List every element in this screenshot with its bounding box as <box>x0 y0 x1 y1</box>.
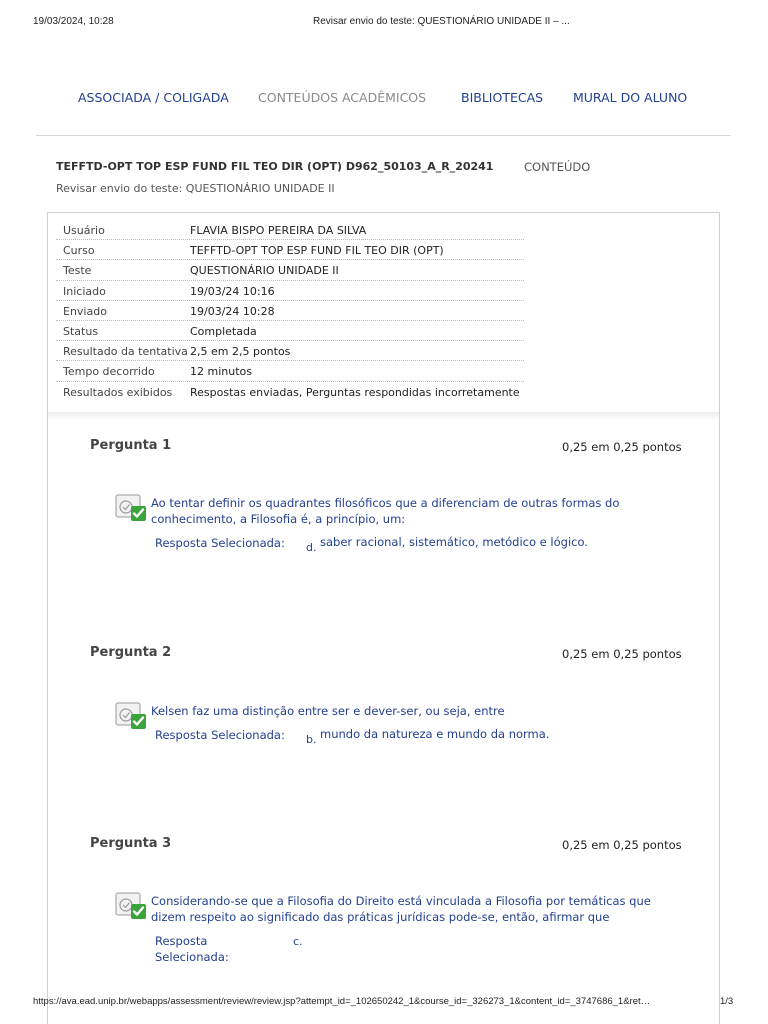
question-score: 0,25 em 0,25 pontos <box>562 647 682 661</box>
course-breadcrumb[interactable]: TEFFTD-OPT TOP ESP FUND FIL TEO DIR (OPT) D962_50103_A_R_20241 <box>56 160 494 173</box>
info-value: Respostas enviadas, Perguntas respondidas incorretamente <box>190 385 520 399</box>
info-label: Teste <box>63 264 92 278</box>
info-value: Completada <box>190 324 257 338</box>
attempt-info-table <box>56 220 524 402</box>
info-row-teste <box>56 260 524 280</box>
question-title: Pergunta 1 <box>90 438 172 453</box>
nav-item-associada-coligada[interactable]: ASSOCIADA / COLIGADA <box>78 90 229 105</box>
question-text-line: dizem respeito ao significado das práticas jurídicas pode-se, então, afirmar que <box>151 910 610 924</box>
question-text-line: Kelsen faz uma distinção entre ser e dever-ser, ou seja, entre <box>151 704 505 718</box>
response-label: Resposta <box>155 934 208 948</box>
top-nav <box>0 90 768 110</box>
info-label: Tempo decorrido <box>63 365 155 379</box>
info-label: Resultados exibidos <box>63 385 173 399</box>
info-row-status <box>56 321 524 341</box>
print-url: https://ava.ead.unip.br/webapps/assessment/review/review.jsp?attempt_id=_102650242_1&course_id=_326273_1&content_id=_3747686_1&ret… <box>33 996 651 1007</box>
info-value: FLAVIA BISPO PEREIRA DA SILVA <box>190 224 367 237</box>
print-header <box>0 16 768 30</box>
info-label: Curso <box>63 244 95 258</box>
info-label: Usuário <box>63 224 105 237</box>
response-letter: d. <box>306 541 317 554</box>
question-title: Pergunta 2 <box>90 645 172 660</box>
info-row-usuario <box>56 220 524 240</box>
info-value: 12 minutos <box>190 365 252 379</box>
info-row-iniciado <box>56 281 524 301</box>
info-row-curso <box>56 240 524 260</box>
response-text: mundo da natureza e mundo da norma. <box>320 727 550 741</box>
info-value: 2,5 em 2,5 pontos <box>190 345 291 359</box>
correct-answer-icon <box>115 892 149 922</box>
info-row-enviado <box>56 301 524 321</box>
info-row-tempo <box>56 361 524 381</box>
response-label: Selecionada: <box>155 950 229 964</box>
correct-answer-icon <box>115 702 149 732</box>
info-value: TEFFTD-OPT TOP ESP FUND FIL TEO DIR (OPT) <box>190 244 444 258</box>
info-value: 19/03/24 10:16 <box>190 284 275 298</box>
question-text-line: Ao tentar definir os quadrantes filosóficos que a diferenciam de outras formas do <box>151 496 620 510</box>
info-label: Status <box>63 324 99 338</box>
breadcrumb-content-link[interactable]: CONTEÚDO <box>524 160 591 174</box>
nav-item-conteudos-academicos[interactable]: CONTEÚDOS ACADÊMICOS <box>258 90 427 105</box>
response-letter: b. <box>306 733 317 746</box>
question-text-line: conhecimento, a Filosofia é, a princípio, um: <box>151 512 406 526</box>
nav-item-bibliotecas[interactable]: BIBLIOTECAS <box>461 90 544 105</box>
info-label: Resultado da tentativa <box>63 345 188 359</box>
print-footer <box>0 996 768 1010</box>
response-label: Resposta Selecionada: <box>155 728 285 742</box>
nav-divider <box>36 135 731 136</box>
section-separator <box>48 412 719 420</box>
question-text-line: Considerando-se que a Filosofia do Direito está vinculada a Filosofia por temáticas que <box>151 894 651 908</box>
info-value: 19/03/24 10:28 <box>190 304 275 318</box>
page-title: Revisar envio do teste: QUESTIONÁRIO UNIDADE II <box>56 182 335 195</box>
correct-answer-icon <box>115 494 149 524</box>
info-label: Enviado <box>63 304 107 318</box>
print-page-number: 1/3 <box>720 996 734 1007</box>
print-date: 19/03/2024, 10:28 <box>33 16 114 27</box>
info-row-resultados-exibidos <box>56 382 524 402</box>
info-label: Iniciado <box>63 284 106 298</box>
response-text: saber racional, sistemático, metódico e lógico. <box>320 535 588 549</box>
response-label: Resposta Selecionada: <box>155 536 285 550</box>
info-row-resultado <box>56 341 524 361</box>
question-title: Pergunta 3 <box>90 836 172 851</box>
info-value: QUESTIONÁRIO UNIDADE II <box>190 264 339 278</box>
response-letter: c. <box>293 935 303 948</box>
nav-item-mural-do-aluno[interactable]: MURAL DO ALUNO <box>573 90 688 105</box>
question-score: 0,25 em 0,25 pontos <box>562 440 682 454</box>
print-page-title: Revisar envio do teste: QUESTIONÁRIO UNIDADE II – ... <box>313 16 570 27</box>
question-score: 0,25 em 0,25 pontos <box>562 838 682 852</box>
